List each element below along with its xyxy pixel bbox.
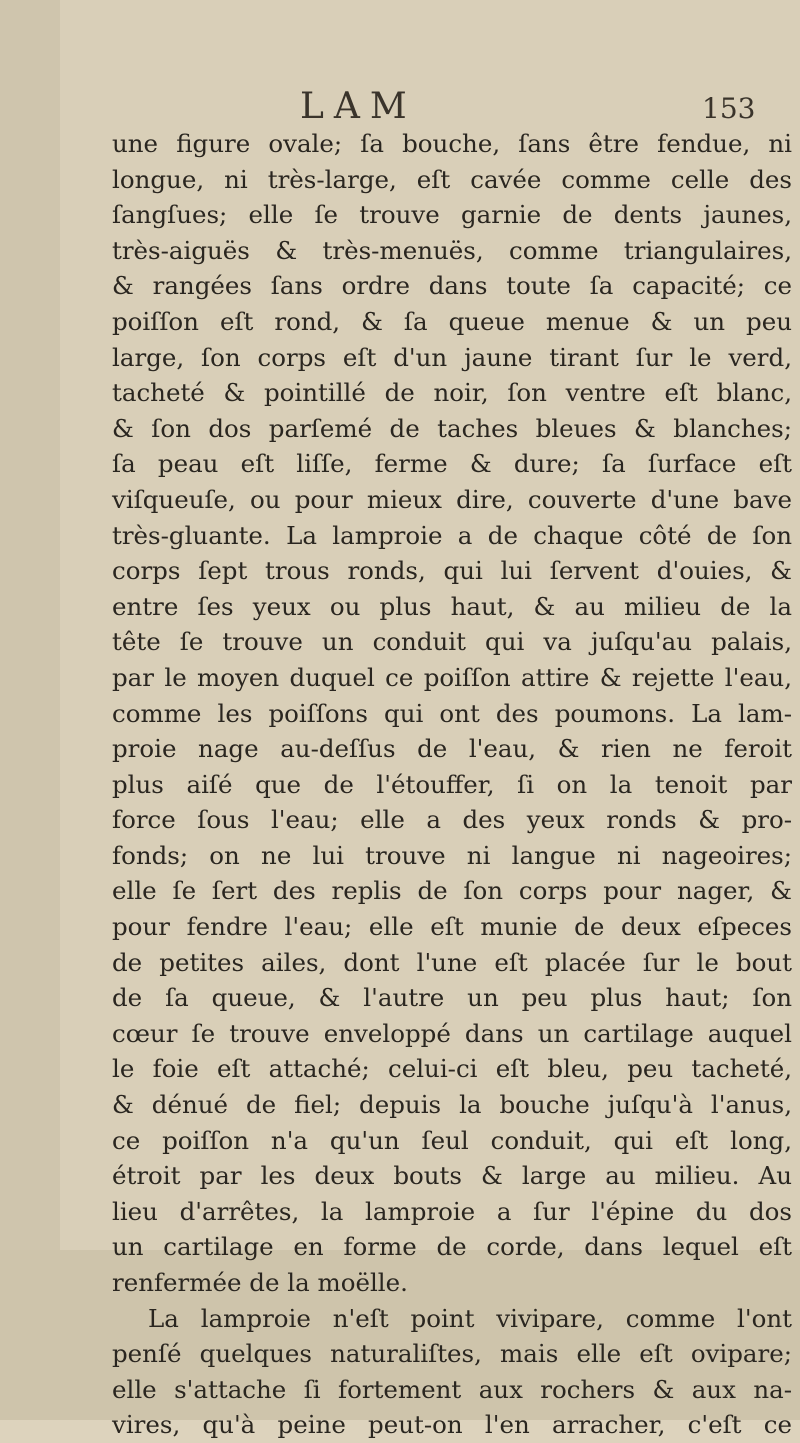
body-text <box>112 126 792 1443</box>
text-line: penſé quelques naturaliſtes, mais elle eſt ovipare; <box>112 1339 792 1369</box>
text-line: le foie eſt attaché; celui-ci eſt bleu, peu tacheté, <box>112 1054 792 1084</box>
text-line: poiſſon eſt rond, & ſa queue menue & un peu <box>112 306 792 336</box>
text-line-paragraph-start: La lamproie n'eſt point vivipare, comme l'ont <box>148 1303 792 1333</box>
running-head: LAM <box>300 86 417 127</box>
page-gutter-shadow <box>0 0 60 1420</box>
text-line: viſqueuſe, ou pour mieux dire, couverte d'une bave <box>112 484 792 514</box>
text-line: proie nage au-deſſus de l'eau, & rien ne feroit <box>112 734 792 764</box>
text-line: & dénué de fiel; depuis la bouche juſqu'à l'anus, <box>112 1090 792 1120</box>
text-line: large, ſon corps eſt d'un jaune tirant ſur le verd, <box>112 342 792 372</box>
text-line: ſangſues; elle ſe trouve garnie de dents jaunes, <box>112 200 792 230</box>
text-line: & ſon dos parſemé de taches bleues & blanches; <box>112 413 792 443</box>
text-line: fonds; on ne lui trouve ni langue ni nageoires; <box>112 840 792 870</box>
text-line: & rangées ſans ordre dans toute ſa capacité; ce <box>112 271 792 301</box>
text-line: ſa peau eſt liſſe, ferme & dure; ſa ſurface eſt <box>112 449 792 479</box>
text-line-paragraph-end: renfermée de la moëlle. <box>112 1268 408 1297</box>
page-header <box>0 86 800 126</box>
text-line: une figure ovale; ſa bouche, ſans être fendue, ni <box>112 129 792 158</box>
text-line: plus aiſé que de l'étouffer, ſi on la tenoit par <box>112 769 792 799</box>
text-line: tacheté & pointillé de noir, ſon ventre eſt blanc, <box>112 378 792 408</box>
text-line: par le moyen duquel ce poiſſon attire & rejette l'eau, <box>112 662 792 692</box>
text-line: corps ſept trous ronds, qui lui ſervent d'ouies, & <box>112 556 792 586</box>
text-line: elle ſe ſert des replis de ſon corps pour nager, & <box>112 876 792 906</box>
text-line: elle s'attache ſi fortement aux rochers & aux na- <box>112 1374 792 1404</box>
text-line: comme les poiſſons qui ont des poumons. La lam- <box>112 698 792 728</box>
text-line: entre ſes yeux ou plus haut, & au milieu de la <box>112 591 792 621</box>
text-line: étroit par les deux bouts & large au milieu. Au <box>112 1161 792 1191</box>
text-line: longue, ni très-large, eſt cavée comme celle des <box>112 164 792 194</box>
text-line: de petites ailes, dont l'une eſt placée ſur le bout <box>112 947 792 977</box>
text-line: très-aiguës & très-menuës, comme triangulaires, <box>112 235 792 265</box>
text-line: vires, qu'à peine peut-on l'en arracher, c'eſt ce <box>112 1410 792 1440</box>
text-line: très-gluante. La lamproie a de chaque côté de ſon <box>112 520 792 550</box>
page-number: 153 <box>702 92 756 125</box>
text-line: lieu d'arrêtes, la lamproie a ſur l'épine du dos <box>112 1196 792 1226</box>
text-line: un cartilage en forme de corde, dans lequel eſt <box>112 1232 792 1262</box>
text-line: de ſa queue, & l'autre un peu plus haut; ſon <box>112 983 792 1013</box>
text-line: pour fendre l'eau; elle eſt munie de deux eſpeces <box>112 912 792 942</box>
text-line: force ſous l'eau; elle a des yeux ronds & pro- <box>112 805 792 835</box>
text-line: ce poiſſon n'a qu'un ſeul conduit, qui eſt long, <box>112 1125 792 1155</box>
text-line: cœur ſe trouve enveloppé dans un cartilage auquel <box>112 1018 792 1048</box>
text-line: tête ſe trouve un conduit qui va juſqu'au palais, <box>112 627 792 657</box>
